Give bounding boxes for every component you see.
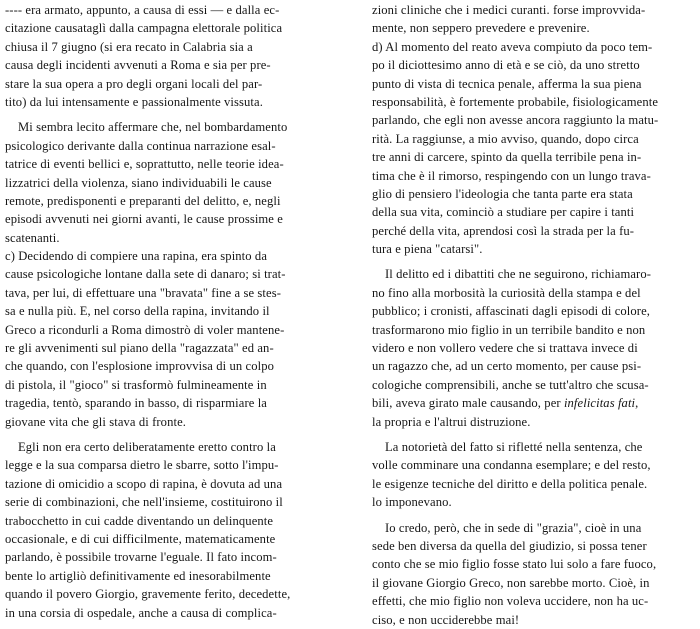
text-line: bente lo artigliò definitivamente ed inesorabilmente [5, 568, 271, 583]
text-line: d) Al momento del reato aveva compiuto da poco tem- [372, 39, 653, 54]
text-line: rità. La raggiunse, a mio avviso, quando, dopo circa [372, 131, 639, 146]
text-line: tragedia, tentò, sparando in basso, di risparmiare la [5, 396, 267, 411]
text-line: bili, aveva girato male causando, per infelicitas fati, [372, 396, 639, 411]
text-line: Il delitto ed i dibattiti che ne seguirono, richiamaro- [372, 267, 652, 282]
text-line: zioni cliniche che i medici curanti. forse improvvida- [372, 3, 646, 17]
paragraph-gap [372, 431, 690, 438]
text-line: in una corsia di ospedale, anche a causa di complica- [5, 605, 277, 620]
text-line: serie di combinazioni, che nell'insieme, costituirono il [5, 495, 283, 510]
paragraph-gap [372, 258, 690, 265]
text-line: Egli non era certo deliberatamente eretto contro la [5, 439, 276, 454]
text-line: pubblico; i cronisti, affascinati dagli episodi di colore, [372, 304, 651, 319]
text-line: parlando, è possibile trovarne l'eguale. Il fato incom- [5, 550, 277, 565]
text-line: La notorietà del fatto si rifletté nella sentenza, che [372, 439, 643, 454]
text-line: ---- era armato, appunto, a causa di essi — e dalla ec- [5, 3, 280, 17]
text-line: chiusa il 7 giugno (si era recato in Calabria sia a [5, 39, 253, 54]
text-line: lizzatrici della violenza, siano individuabili le cause [5, 175, 272, 190]
text-line: effetti, che mio figlio non voleva uccidere, non ha uc- [372, 594, 649, 609]
text-line: sa e nulla più. E, nel corso della rapina, invitando il [5, 304, 270, 319]
text-line: cologiche comprensibili, anche se tutt'altro che scusa- [372, 377, 649, 392]
text-line: po il diciottesimo anno di età e se ciò, da uno stretto [372, 58, 640, 73]
text-line: legge e la sua comparsa dietro le sbarre, sotto l'impu- [5, 458, 279, 473]
right-column [372, 0, 690, 629]
paragraph-gap [5, 431, 338, 438]
text-line: punto di vista di tecnica penale, afferma la sua piena [372, 76, 642, 91]
paragraph-gap [5, 111, 338, 118]
text-line: trasformarono mio figlio in un terribile bandito e non [372, 322, 646, 337]
text-line: tima che è il rimorso, respingendo con un lungo trava- [372, 168, 651, 183]
text-line: perché della vita, aprendosi così la strada per la fu- [372, 223, 635, 238]
text-line: giovane vita che gli stava di fronte. [5, 414, 187, 429]
text-line: stare la sua opera a pro degli organi locali del par- [5, 76, 263, 91]
text-line: tazione di omicidio a scopo di rapina, è dovuta ad una [5, 476, 283, 491]
text-line: responsabilità, è fortemente probabile, fisiologicamente [372, 94, 659, 109]
text-line: tatrice di eventi bellici e, soprattutto, nelle teorie idea- [5, 157, 284, 172]
text-line: Mi sembra lecito affermare che, nel bombardamento [5, 120, 288, 135]
text-line: episodi avvenuti nei giorni avanti, le cause prossime e [5, 212, 283, 227]
text-line: che quando, con l'esplosione improvvisa di un colpo [5, 359, 274, 374]
text-line: c) Decidendo di compiere una rapina, era spinto da [5, 249, 268, 264]
text-line: le esigenze tecniche del diritto e della politica penale. [372, 476, 648, 491]
text-line: conto che se mio figlio fosse stato lui solo a fare fuoco, [372, 557, 657, 572]
text-line: cause psicologiche lontane dalla sete di danaro; si trat- [5, 267, 286, 282]
text-line: remote, predisponenti e preparanti del delitto, e, negli [5, 193, 281, 208]
text-line: Io credo, però, che in sede di "grazia", cioè in una [372, 520, 642, 535]
text-line: il giovane Giorgio Greco, non sarebbe morto. Cioè, in [372, 575, 650, 590]
latin-phrase: infelicitas fati [563, 396, 636, 411]
text-line: videro e non vollero vedere che si trattava invece di [372, 341, 638, 356]
text-line: quando il povero Giorgio, gravemente ferito, decedette, [5, 587, 291, 602]
text-line: sede ben diversa da quella del giudizio, si possa tener [372, 538, 647, 553]
text-line: citazione causataglì dalla campagna elettorale politica [5, 21, 283, 36]
text-line: no fino alla morbosità la curiosità della stampa e del [372, 285, 641, 300]
text-line: tura e piena "catarsi". [372, 242, 483, 257]
text-line: parlando, che egli non avesse ancora raggiunto la matu- [372, 113, 659, 128]
text-line: volle comminare una condanna esemplare; e del resto, [372, 458, 651, 473]
text-line: tito) da lui intensamente e passionalmente vissuta. [5, 94, 263, 109]
text-line: glio di pensiero l'ideologia che tanta parte era stata [372, 186, 633, 201]
paragraph-gap [372, 512, 690, 519]
text-line: tre anni di carcere, spinto da quella terribile pena in- [372, 150, 642, 165]
text-line: lo imponevano. [372, 495, 452, 510]
text-line: tava, per lui, di effettuare una "bravata" fine a se stes- [5, 285, 281, 300]
text-line: scatenanti. [5, 230, 60, 245]
left-column [5, 0, 338, 622]
text-line: re gli avvenimenti sul piano della "ragazzata" ed an- [5, 341, 274, 356]
text-line: un ragazzo che, ad un certo momento, per cause psi- [372, 359, 642, 374]
text-line: psicologico derivante dalla continua narrazione esal- [5, 138, 276, 153]
text-line: della sua vita, cominciò a studiare per capire i tanti [372, 205, 635, 220]
text-line: Greco a ricondurli a Roma dimostrò di voler mantene- [5, 322, 285, 337]
text-line: trabocchetto in cui cadde diventando un delinquente [5, 513, 274, 528]
text-line: ciso, e non ucciderebbe mai! [372, 612, 520, 627]
text-line: occasionale, e di cui difficilmente, matematicamente [5, 531, 276, 546]
text-line: la propria e l'altrui distruzione. [372, 414, 531, 429]
text-line: mente, non seppero prevedere e prevenire. [372, 21, 590, 36]
text-line: di pistola, il "gioco" si trasformò fulmineamente in [5, 377, 267, 392]
text-line: causa degli incidenti avvenuti a Roma e sia per pre- [5, 58, 271, 73]
